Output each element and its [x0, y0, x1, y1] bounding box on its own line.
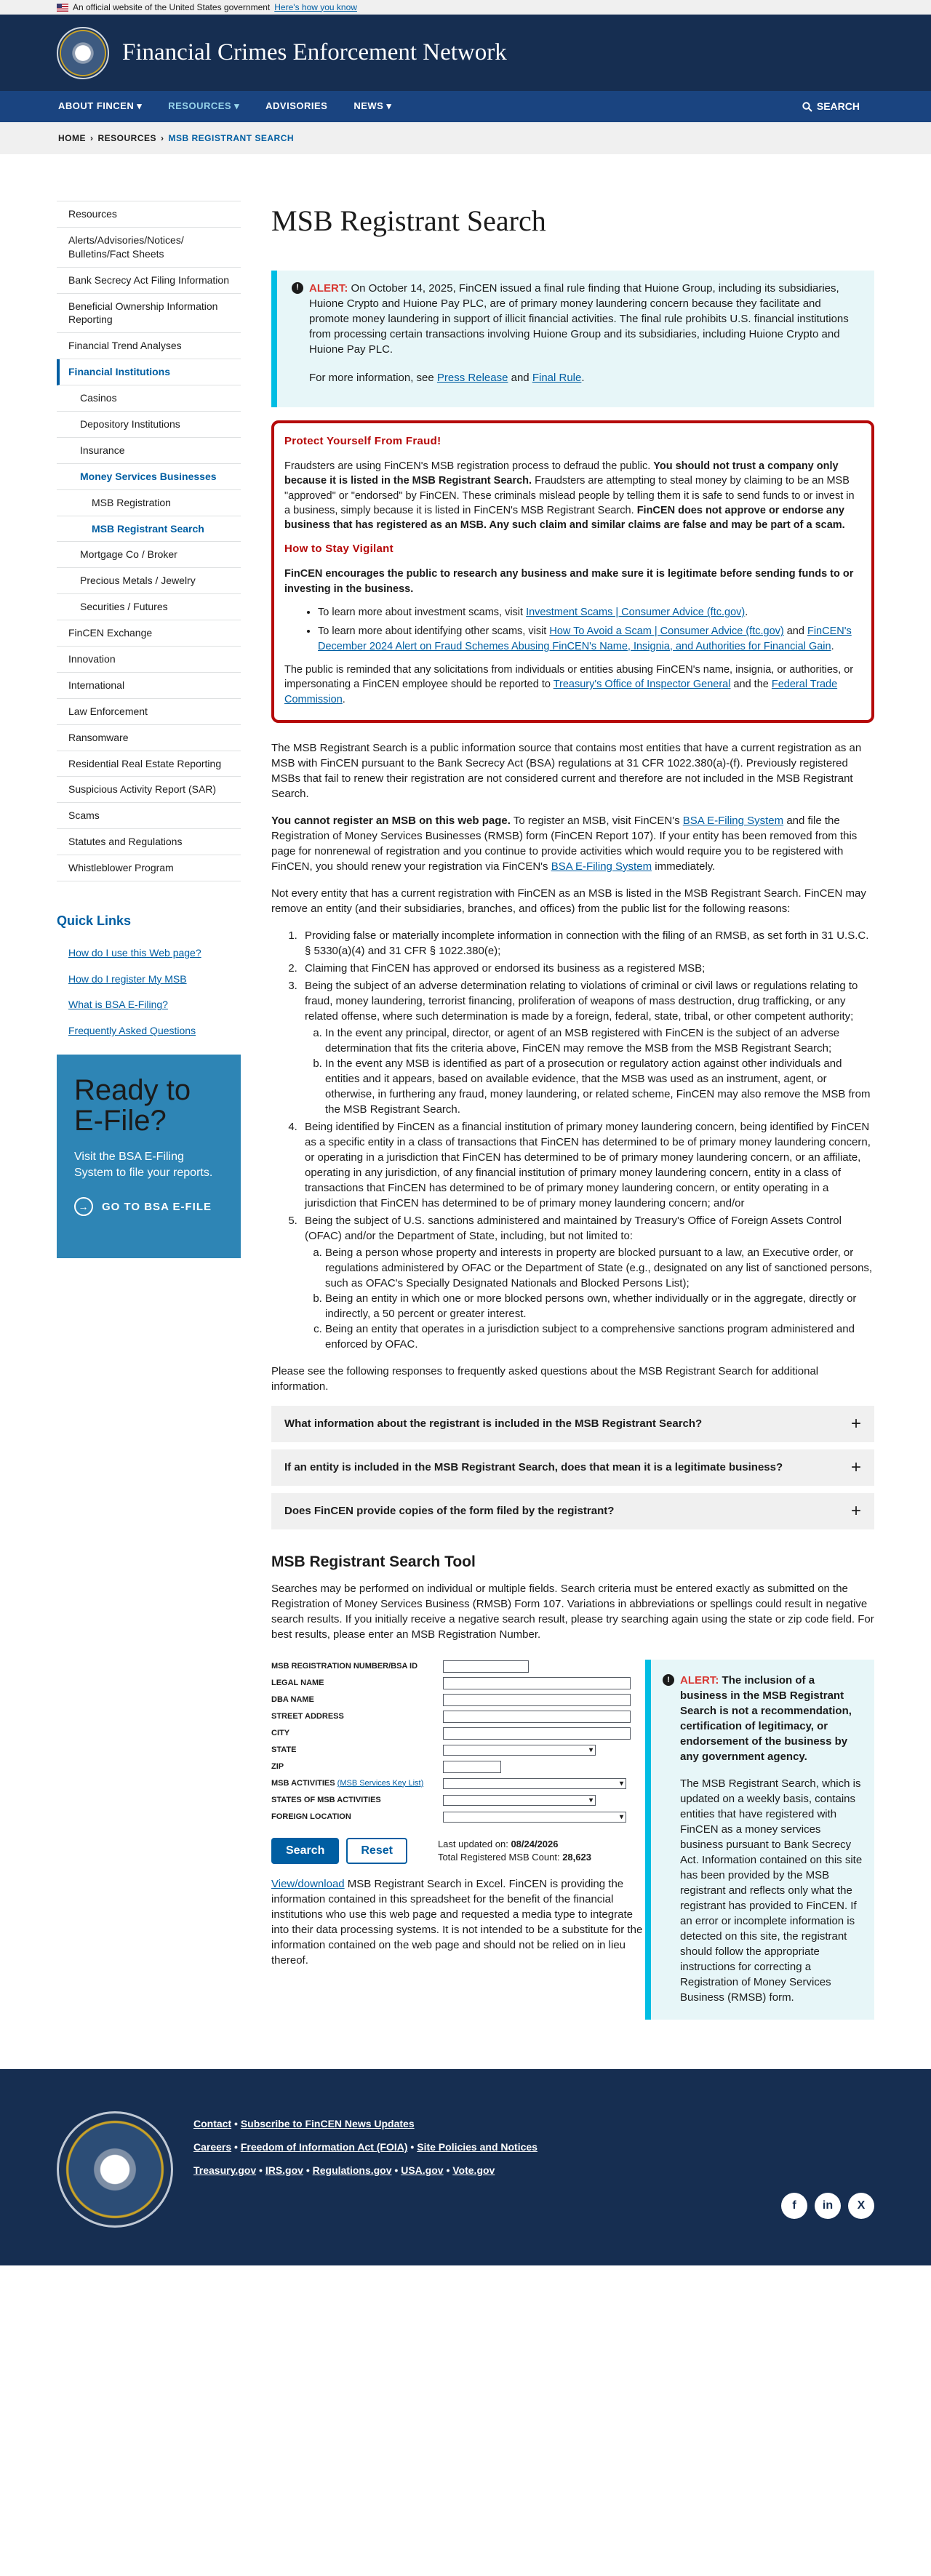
sidebar-item-ransomware[interactable]: Ransomware [57, 725, 241, 751]
sidebar-item-mortgage-co-broker[interactable]: Mortgage Co / Broker [57, 542, 241, 568]
search-icon [802, 102, 812, 112]
footer-irs-link[interactable]: IRS.gov [265, 2164, 303, 2177]
x-icon[interactable]: X [848, 2193, 874, 2219]
footer-vote-link[interactable]: Vote.gov [452, 2164, 495, 2177]
linkedin-icon[interactable]: in [815, 2193, 841, 2219]
breadcrumb-current: MSB REGISTRANT SEARCH [168, 132, 295, 143]
quick-links [57, 912, 241, 1044]
registration-number-input[interactable] [443, 1660, 529, 1673]
sidebar-item-financial-institutions[interactable]: Financial Institutions [57, 359, 241, 385]
list-item: a. In the event any principal, director, or agent of an MSB registered with FinCEN is the subject of an adverse determination that fits the criteria above, FinCEN may remove the MSB from the MSB Registrant Search; [325, 1025, 874, 1056]
msb-activities-select[interactable] [443, 1778, 626, 1789]
footer-contact-link[interactable]: Contact [193, 2118, 232, 2130]
list-item: b. Being an entity in which one or more blocked persons own, whether individually or in the aggregate, directly or indirectly, a 50 percent or greater interest. [325, 1291, 874, 1321]
faq-item-form-copies[interactable]: Does FinCEN provide copies of the form filed by the registrant? + [271, 1493, 874, 1529]
search-submit-button[interactable]: Search [271, 1838, 339, 1864]
fraud-warning-box: Protect Yourself From Fraud! Fraudsters are using FinCEN's MSB registration process to defraud the public. You should not trust a company only because it is listed in the MSB Registrant Search. Fraudsters are attempting to steal money by claiming to be an MSB "approved" or "endorsed" by FinCEN. These criminals mislead people by telling them it is safe to send funds to or invest in a business, simply because it is listed in FinCEN's MSB Registrant Search. FinCEN does not approve or endorse any business that has registered as an MSB. Any such claim and similar claims are false and may be part of a scam. How to Stay Vigilant FinCEN encourages the public to research any business and make sure it is legitimate before sending funds to or investing in the business. • To learn more about investment scams, visit Investment Scams | Consumer Advice (ftc.gov). • To learn more about identifying other scams, visit How To Avoid a Scam | Consumer Advice (ftc.gov) and FinCEN's December 2024 Alert on Fraud Schemes Abusing FinCEN's Name, Insignia, and Authorities for Financial Gain. The public is reminded that any solicitations from individuals or entities abusing FinCEN's name, insignia, or authorities, or impersonating a FinCEN employee should be reported to Treasury's Office of Inspector General and the Federal Trade Commission. [271, 420, 874, 723]
sidebar-item-securities-futures[interactable]: Securities / Futures [57, 594, 241, 620]
state-select[interactable] [443, 1745, 596, 1756]
chevron-down-icon: ▾ [588, 1796, 593, 1804]
ftc-link[interactable]: Federal Trade Commission [284, 679, 838, 705]
zip-input[interactable] [443, 1761, 501, 1773]
footer-regulations-link[interactable]: Regulations.gov [312, 2164, 392, 2177]
update-info: Last updated on: 08/24/2026 Total Registered MSB Count: 28,623 [437, 1839, 591, 1863]
breadcrumb-home[interactable]: HOME [58, 132, 86, 143]
excel-download-text: View/download MSB Registrant Search in Excel. FinCEN is providing the information contained in this spreadsheet for the benefit of the financial institutions who use this web page and requested a media type to integrate into their data processing systems. It is not intended to be a substitute for the information contained on the web page and should not be relied on in lieu thereof. [271, 1877, 643, 1967]
city-input[interactable] [443, 1727, 631, 1740]
sidebar-item-innovation[interactable]: Innovation [57, 647, 241, 673]
cta-title: Ready to E-File? [74, 1073, 191, 1137]
faq-item-legitimate[interactable]: If an entity is included in the MSB Registrant Search, does that mean it is a legitimate business? + [271, 1449, 874, 1486]
alert-label: ALERT: [309, 282, 348, 295]
sidebar-item-financial-trend-analyses[interactable]: Financial Trend Analyses [57, 333, 241, 359]
list-item: 4. Being identified by FinCEN as a financial institution of primary money laundering concern, being identified by FinCEN as a specific entity in a class of transactions that FinCEN has determined to be of primary money laundering concern, or operating in a jurisdiction that FinCEN has determined to be of primary money laundering concern, or an affiliate, operating in any jurisdiction, of any financial institution of primary money laundering concern, entity in a class of transactions that FinCEN has determined to be of primary money laundering concern, or entity operating in a jurisdiction that FinCEN has determined to be of primary money laundering concern; and/or [300, 1119, 874, 1211]
main-nav [0, 91, 931, 122]
quick-link-register-msb[interactable]: How do I register My MSB [68, 972, 187, 985]
cta-text: Visit the BSA E-Filing System to file your reports. [74, 1150, 213, 1179]
sidebar-item-law-enforcement[interactable]: Law Enforcement [57, 699, 241, 725]
sidebar-item-residential-real-estate-reporting[interactable]: Residential Real Estate Reporting [57, 751, 241, 777]
quick-link-use-page[interactable]: How do I use this Web page? [68, 947, 201, 959]
faq-item-registrant-info[interactable]: What information about the registrant is included in the MSB Registrant Search? + [271, 1406, 874, 1442]
sidebar-item-statutes-and-regulations[interactable]: Statutes and Regulations [57, 829, 241, 855]
sidebar-item-bank-secrecy-act-filing-information[interactable]: Bank Secrecy Act Filing Information [57, 268, 241, 294]
list-item: a. Being a person whose property and interests in property are blocked pursuant to a law, an Executive order, or regulations administered by OFAC or the Department of State (e.g., designated on any list of sanctioned persons, such as OFAC's Specially Designated Nationals and Blocked Persons List); [325, 1245, 874, 1291]
chevron-down-icon: ▾ [386, 100, 392, 112]
side-nav [57, 201, 241, 881]
sidebar-item-msb-registration[interactable]: MSB Registration [57, 490, 241, 516]
states-of-activities-select[interactable] [443, 1795, 596, 1806]
sidebar-item-resources[interactable]: Resources [57, 201, 241, 228]
alert-icon: ! [663, 1674, 674, 1686]
us-flag-icon [57, 4, 68, 12]
legal-name-input[interactable] [443, 1677, 631, 1689]
avoid-scam-link[interactable]: How To Avoid a Scam | Consumer Advice (ftc.gov) [549, 625, 784, 638]
sidebar-item-whistleblower-program[interactable]: Whistleblower Program [57, 855, 241, 881]
sidebar-item-suspicious-activity-report-sar[interactable]: Suspicious Activity Report (SAR) [57, 777, 241, 803]
list-item: c. Being an entity that operates in a jurisdiction subject to a comprehensive sanctions program administered and enforced by OFAC. [325, 1321, 874, 1352]
footer-policies-link[interactable]: Site Policies and Notices [417, 2141, 538, 2153]
sidebar-item-insurance[interactable]: Insurance [57, 438, 241, 464]
list-item: 1. Providing false or materially incomplete information in connection with the filing of an RMSB, as set forth in 31 U.S.C. § 5330(a)(4) and 31 CFR § 1022.380(e); [300, 928, 874, 959]
facebook-icon[interactable]: f [781, 2193, 807, 2219]
footer-foia-link[interactable]: Freedom of Information Act (FOIA) [240, 2141, 408, 2153]
sidebar-item-alerts-advisories-notices-bulletins-fact-sheets[interactable]: Alerts/Advisories/Notices/ Bulletins/Fact Sheets [57, 228, 241, 268]
alert-icon: ! [292, 282, 303, 294]
gov-banner [0, 0, 931, 15]
plus-icon: + [850, 1501, 861, 1521]
breadcrumb-resources[interactable]: RESOURCES [97, 132, 157, 143]
chevron-down-icon: ▾ [619, 1812, 623, 1821]
sidebar-item-beneficial-ownership-information-reporting[interactable]: Beneficial Ownership Information Reporting [57, 294, 241, 334]
last-updated-date: 08/24/2026 [511, 1839, 559, 1850]
plus-icon: + [850, 1457, 861, 1478]
quick-links-title: Quick Links [57, 913, 132, 929]
oig-link[interactable]: Treasury's Office of Inspector General [553, 679, 731, 691]
nav-news[interactable]: NEWS ▾ [353, 100, 391, 113]
fincen-alert-link[interactable]: FinCEN's December 2024 Alert on Fraud Schemes Abusing FinCEN's Name, Insignia, and Authorities for Financial Gain [318, 625, 852, 652]
inclusion-alert: ! ALERT: The inclusion of a business in the MSB Registrant Search is not a recommendation, certification of legitimacy, or endorsement of the business by any government agency. The MSB Registrant Search, which is updated on a weekly basis, contains entities that have registered with FinCEN as a money services business pursuant to Bank Secrecy Act. Information contained on this site has been provided by the MSB registrant and reflects only what the registrant has provided to FinCEN. If an error or incomplete information is detected on this site, the registrant should follow the appropriate instructions for correcting a Registration of Money Services Business (RMSB) form. [645, 1660, 874, 2020]
list-item: 5. Being the subject of U.S. sanctions administered and maintained by Treasury's Office of Foreign Assets Control (OFAC) and/or the Department of State, including, but not limited to: a. Being a person whose property and interests in property are blocked pursuant to a law, an Executive order, or regulations administered by OFAC or the Department of State (e.g., designated on any list of sanctioned persons, such as OFAC's Specially Designated Nationals and Blocked Persons List); b. Being an entity in which one or more blocked persons own, whether individually or in the aggregate, directly or indirectly, a 50 percent or greater interest. c. Being an entity that operates in a jurisdiction subject to a comprehensive sanctions program administered and enforced by OFAC. [300, 1213, 874, 1352]
sidebar-item-precious-metals-jewelry[interactable]: Precious Metals / Jewelry [57, 568, 241, 594]
search-button[interactable]: SEARCH [802, 100, 860, 114]
nav-resources[interactable]: RESOURCES ▾ [168, 100, 239, 113]
arrow-right-icon: → [74, 1197, 93, 1216]
excel-download-link[interactable]: View/download [271, 1877, 345, 1890]
sidebar-item-msb-registrant-search[interactable]: MSB Registrant Search [57, 516, 241, 543]
foreign-location-select[interactable] [443, 1812, 626, 1823]
page-title: MSB Registrant Search [271, 204, 546, 237]
chevron-down-icon: ▾ [619, 1779, 623, 1788]
fraud-title: Protect Yourself From Fraud! [284, 435, 441, 447]
list-item: • To learn more about identifying other scams, visit How To Avoid a Scam | Consumer Advice (ftc.gov) and FinCEN's December 2024 Alert on Fraud Schemes Abusing FinCEN's Name, Insignia, and Authorities for Financial Gain. [318, 624, 861, 654]
site-title[interactable]: Financial Crimes Enforcement Network [122, 39, 507, 66]
search-tool-intro: Searches may be performed on individual or multiple fields. Search criteria must be entered exactly as submitted on the Registration of Money Services Business (RMSB) Form 107. Variations in abbreviations or spellings could result in negative search results. If you initially receive a negative search result, please try searching again using the state or zip code field. For best results, please enter an MSB Registration Number. [271, 1583, 874, 1641]
dba-name-input[interactable] [443, 1694, 631, 1706]
sidebar-item-money-services-businesses[interactable]: Money Services Businesses [57, 464, 241, 490]
nav-advisories[interactable]: ADVISORIES [265, 100, 328, 112]
msb-count: 28,623 [562, 1852, 591, 1863]
sidebar-item-scams[interactable]: Scams [57, 803, 241, 829]
removal-reasons-list [300, 928, 874, 1352]
quick-link-bsa-efiling[interactable]: What is BSA E-Filing? [68, 999, 168, 1011]
search-form: MSB REGISTRATION NUMBER/BSA ID LEGAL NAME DBA NAME STREET ADDRESS CITY STATE ▾ ZIP MSB ACTIVITIES (MSB Services Key List) ▾ STATES OF MSB ACTIVITIES ▾ FOREIGN LOCATION ▾ Search Reset Last updated on: 08/24/2026 Total Registered MSB Count: 28,623 View/download MSB Registrant Search in Excel. FinCEN is providing the information contained in this spreadsheet for the benefit of the financial institutions who use this web page and requested a media type to integrate into their data processing systems. It is not intended to be a substitute for the information contained on the web page and should not be relied on in lieu thereof. [271, 1661, 643, 1967]
sidebar-item-fincen-exchange[interactable]: FinCEN Exchange [57, 620, 241, 647]
footer-careers-link[interactable]: Careers [193, 2141, 232, 2153]
list-item: b. In the event any MSB is identified as part of a prosecution or regulatory action against other individuals and entities and it appears, based on available evidence, that the MSB was used as an instrument, agent, or otherwise, in furthering any fraud, money laundering, or related scheme, FinCEN may also remove the MSB from the MSB Registrant Search. [325, 1056, 874, 1117]
bsa-efiling-link-2[interactable]: BSA E-Filing System [551, 860, 652, 873]
fincen-seal-logo[interactable] [57, 27, 109, 79]
scam-resources-list [318, 605, 861, 654]
efile-cta [57, 1055, 241, 1258]
stay-vigilant-title: How to Stay Vigilant [284, 543, 393, 556]
sidebar-item-international[interactable]: International [57, 673, 241, 699]
alert-text: On October 14, 2025, FinCEN issued a final rule finding that Huione Group, including its subsidiaries, Huione Crypto and Huione Pay PLC, are of primary money laundering concern because they facilitate and promote money laundering in support of illicit financial activities. The final rule prohibits U.S. financial institutions from processing certain transactions involving Huione Group and its subsidiaries, including Huione Crypto and Huione Pay PLC. [309, 282, 849, 356]
msb-services-key-link[interactable]: (MSB Services Key List) [337, 1778, 424, 1788]
breadcrumb-separator: › [161, 132, 164, 143]
treasury-fincen-seal-logo [57, 2111, 173, 2228]
huione-alert: ! ALERT: On October 14, 2025, FinCEN issued a final rule finding that Huione Group, including its subsidiaries, Huione Crypto and Huione Pay PLC, are of primary money laundering concern because they facilitate and promote money laundering in support of illicit financial activities. The final rule prohibits U.S. financial institutions from processing certain transactions involving Huione Group and its subsidiaries, including Huione Crypto and Huione Pay PLC. For more information, see Press Release and Final Rule. [271, 271, 874, 407]
street-address-input[interactable] [443, 1711, 631, 1723]
site-footer: Contact • Subscribe to FinCEN News Updates Careers • Freedom of Information Act (FOIA) • Site Policies and Notices Treasury.gov • IRS.gov • Regulations.gov • USA.gov • Vote.gov f in X [0, 2069, 931, 2265]
final-rule-link[interactable]: Final Rule [532, 372, 582, 384]
search-tool [271, 1551, 874, 2020]
go-to-bsa-efile-link[interactable]: → GO TO BSA E-FILE [74, 1197, 223, 1216]
plus-icon: + [850, 1414, 861, 1434]
reset-button[interactable]: Reset [346, 1838, 407, 1864]
footer-treasury-link[interactable]: Treasury.gov [193, 2164, 257, 2177]
bsa-efiling-link[interactable]: BSA E-Filing System [682, 814, 784, 827]
chevron-down-icon: ▾ [137, 100, 143, 112]
faq-accordion [271, 1406, 874, 1529]
search-tool-title: MSB Registrant Search Tool [271, 1553, 476, 1570]
press-release-link[interactable]: Press Release [436, 372, 508, 384]
heres-how-link[interactable]: Here's how you know [274, 1, 357, 12]
main-content [271, 201, 874, 2020]
sidebar-item-casinos[interactable]: Casinos [57, 385, 241, 412]
footer-subscribe-link[interactable]: Subscribe to FinCEN News Updates [240, 2118, 415, 2130]
breadcrumb [0, 122, 931, 154]
chevron-down-icon: ▾ [588, 1745, 593, 1754]
list-item: 2. Claiming that FinCEN has approved or endorsed its business as a registered MSB; [300, 961, 874, 976]
chevron-down-icon: ▾ [234, 100, 240, 112]
social-links [781, 2193, 874, 2219]
site-header [0, 15, 931, 91]
quick-link-faq[interactable]: Frequently Asked Questions [68, 1025, 196, 1037]
investment-scams-link[interactable]: Investment Scams | Consumer Advice (ftc.gov) [526, 607, 746, 619]
list-item: 3. Being the subject of an adverse determination relating to violations of criminal or civil laws or regulations relating to fraud, money laundering, terrorist financing, proliferation of weapons of mass destruction, drug trafficking, or any related offense, where such determination is made by a foreign, federal, state, tribal, or other competent authority; a. In the event any principal, director, or agent of an MSB registered with FinCEN is the subject of an adverse determination that fits the criteria above, FinCEN may remove the MSB from the MSB Registrant Search; b. In the event any MSB is identified as part of a prosecution or regulatory action against other individuals and entities and it appears, based on available evidence, that the MSB was used as an instrument, agent, or otherwise, in furthering any fraud, money laundering, or related scheme, FinCEN may also remove the MSB from the MSB Registrant Search. [300, 978, 874, 1117]
nav-about[interactable]: ABOUT FINCEN ▾ [58, 100, 142, 113]
body-text: The MSB Registrant Search is a public information source that contains most entities that have a current registration as an MSB with FinCEN pursuant to the Bank Secrecy Act (BSA) regulations at 31 CFR 1022.380(a)-(f). Previously registered MSBs that fail to renew their registration are not considered current and therefore are not included in the MSB Registrant Search. You cannot register an MSB on this web page. To register an MSB, visit FinCEN's BSA E-Filing System and file the Registration of Money Services Businesses (RMSB) form (FinCEN Report 107). If your entity has been removed from this page for nonrenewal of registration and you continue to provide activities which would require you to be registered with FinCEN, you should renew your registration via FinCEN's BSA E-Filing System immediately. Not every entity that has a current registration with FinCEN as an MSB is listed in the MSB Registrant Search. FinCEN may remove an entity (and their subsidiaries, branches, and offices) from the public list for the following reasons: 1. Providing false or materially incomplete information in connection with the filing of an RMSB, as set forth in 31 U.S.C. § 5330(a)(4) and 31 CFR § 1022.380(e); 2. Claiming that FinCEN has approved or endorsed its business as a registered MSB; 3. Being the subject of an adverse determination relating to violations of criminal or civil laws or regulations relating to fraud, money laundering, terrorist financing, proliferation of weapons of mass destruction, drug trafficking, or any related offense, where such determination is made by a foreign, federal, state, tribal, or other competent authority; a. In the event any principal, director, or agent of an MSB registered with FinCEN is the subject of an adverse determination that fits the criteria above, FinCEN may remove the MSB from the MSB Registrant Search; b. In the event any MSB is identified as part of a prosecution or regulatory action against other individuals and entities and it appears, based on available evidence, that the MSB was used as an instrument, agent, or otherwise, in furthering any fraud, money laundering, or related scheme, FinCEN may also remove the MSB from the MSB Registrant Search. 4. Being identified by FinCEN as a financial institution of primary money laundering concern, being identified by FinCEN as a specific entity in a class of transactions that FinCEN has determined to be of primary money laundering concern, or operating in a jurisdiction that FinCEN has determined to be of primary money laundering concern, or an affiliate, operating in any jurisdiction, of any financial institution of primary money laundering concern, entity in a class of transactions that FinCEN has determined to be of primary money laundering concern, or entity operating in a jurisdiction that FinCEN has determined to be of primary money laundering concern; and/or 5. Being the subject of U.S. sanctions administered and maintained by Treasury's Office of Foreign Assets Control (OFAC) and/or the Department of State, including, but not limited to: a. Being a person whose property and interests in property are blocked pursuant to a law, an Executive order, or regulations administered by OFAC or the Department of State (e.g., designated on any list of sanctioned persons, such as OFAC's Specially Designated Nationals and Blocked Persons List); b. Being an entity in which one or more blocked persons own, whether individually or in the aggregate, directly or indirectly, a 50 percent or greater interest. c. Being an entity that operates in a jurisdiction subject to a comprehensive sanctions program administered and enforced by OFAC. Please see the following responses to frequently asked questions about the MSB Registrant Search for additional information. [271, 740, 874, 1394]
list-item: • To learn more about investment scams, visit Investment Scams | Consumer Advice (ftc.gov). [318, 605, 861, 620]
footer-usa-link[interactable]: USA.gov [401, 2164, 444, 2177]
left-sidebar [57, 201, 241, 2020]
sidebar-item-depository-institutions[interactable]: Depository Institutions [57, 412, 241, 438]
breadcrumb-separator: › [90, 132, 94, 143]
gov-banner-text: An official website of the United States government [73, 1, 271, 12]
